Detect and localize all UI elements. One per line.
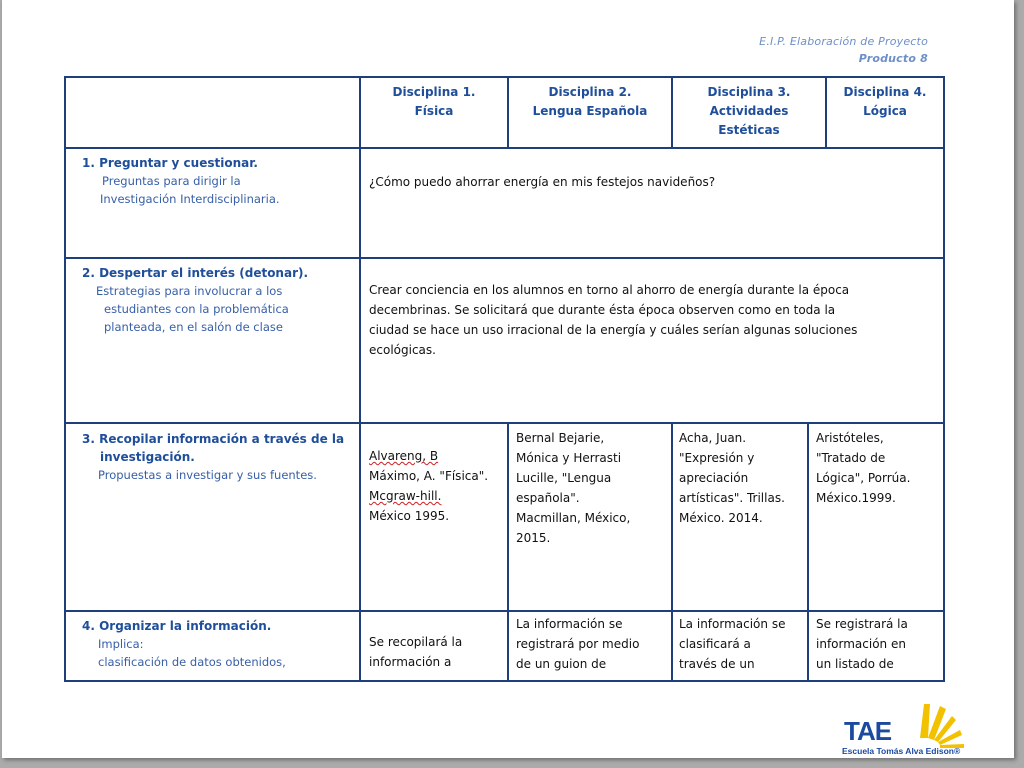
row-1-header: 1. Preguntar y cuestionar. Preguntas para dirigir la Investigación Interdisciplinaria.	[82, 156, 280, 206]
project-table	[64, 76, 945, 682]
row-1-content: ¿Cómo puedo ahorrar energía en mis festejos navideños?	[369, 175, 716, 189]
row-4-discipline-2: La información se registrará por medio de un guion de	[516, 617, 640, 671]
column-header-1: Disciplina 1. Física	[392, 85, 476, 118]
tae-logo	[840, 698, 970, 758]
row-3-discipline-3: Acha, Juan. "Expresión y apreciación artísticas". Trillas. México. 2014.	[679, 431, 785, 525]
row-2-header: 2. Despertar el interés (detonar). Estrategias para involucrar a los estudiantes con la problemática planteada, en el salón de clase	[82, 266, 309, 334]
header	[759, 33, 928, 67]
row-3-header: 3. Recopilar información a través de la investigación. Propuestas a investigar y sus fuentes.	[82, 432, 345, 482]
row-3-discipline-4: Aristóteles, "Tratado de Lógica", Porrúa. México.1999.	[816, 431, 911, 505]
row-4-discipline-4: Se registrará la información en un listado de	[816, 617, 908, 671]
row-3-discipline-1: Alvareng, B Máximo, A. "Física". Mcgraw-hill. México 1995.	[369, 449, 489, 523]
sun-rays-icon	[898, 698, 968, 748]
logo-text: TAE	[844, 716, 892, 746]
header-product: Producto 8	[858, 52, 928, 65]
row-4-discipline-3: La información se clasificará a través de un	[679, 617, 786, 671]
row-4-header: 4. Organizar la información. Implica: clasificación de datos obtenidos,	[82, 619, 286, 669]
column-header-2: Disciplina 2. Lengua Española	[532, 85, 648, 118]
column-header-4: Disciplina 4. Lógica	[843, 85, 927, 118]
header-title: E.I.P. Elaboración de Proyecto	[759, 35, 928, 48]
row-4-discipline-1: Se recopilará la información a	[369, 635, 463, 669]
row-2-content: Crear conciencia en los alumnos en torno al ahorro de energía durante la época decembrinas. Se solicitará que durante ésta época observen como en toda la ciudad se hace un uso irracional de la energía y cuáles serían algunas soluciones ecológicas.	[369, 283, 858, 357]
column-header-3: Disciplina 3. Actividades Estéticas	[707, 85, 791, 137]
row-3-discipline-2: Bernal Bejarie, Mónica y Herrasti Lucille, "Lengua española". Macmillan, México, 2015.	[516, 431, 631, 545]
logo-subtitle: Escuela Tomás Alva Edison®	[842, 746, 961, 756]
document-page	[2, 0, 1014, 758]
